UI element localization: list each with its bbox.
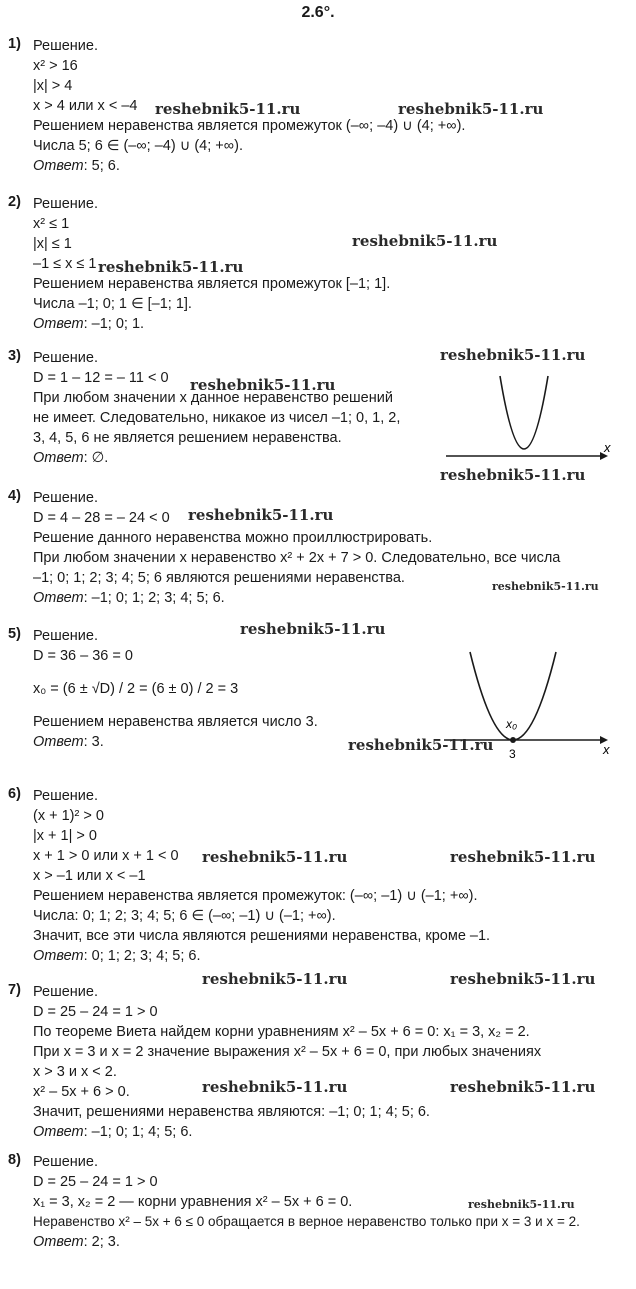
answer-label: Ответ xyxy=(33,590,84,606)
task-line: 3, 4, 5, 6 не является решением неравенства. xyxy=(33,430,342,446)
answer-value: : 0; 1; 2; 3; 4; 5; 6. xyxy=(83,948,201,964)
parabola-curve xyxy=(500,376,548,449)
task-line: x > 3 и x < 2. xyxy=(33,1064,117,1080)
task-number: 8) xyxy=(8,1152,21,1168)
answer-label: Ответ xyxy=(33,316,84,332)
watermark: reshebnik5-11.ru xyxy=(202,848,348,866)
watermark: reshebnik5-11.ru xyxy=(188,506,334,524)
task-line: Значит, все эти числа являются решениями неравенства, кроме –1. xyxy=(33,928,491,944)
watermark: reshebnik5-11.ru xyxy=(450,970,596,988)
task-heading: Решение. xyxy=(33,984,98,1000)
watermark: reshebnik5-11.ru xyxy=(450,1078,596,1096)
task-7 xyxy=(8,982,608,1142)
answer-value: : 5; 6. xyxy=(83,158,120,174)
task-heading: Решение. xyxy=(33,490,98,506)
answer-value: : –1; 0; 1. xyxy=(83,316,145,332)
task-line: При x = 3 и x = 2 значение выражения x² – 5x + 6 = 0, при любых значениях xyxy=(33,1044,542,1060)
watermark: reshebnik5-11.ru xyxy=(440,466,586,484)
task-line: Числа: 0; 1; 2; 3; 4; 5; 6 ∈ (–∞; –1) ∪ (–1; +∞). xyxy=(33,908,336,924)
task-line: |x| ≤ 1 xyxy=(33,236,72,252)
task-line: x > –1 или x < –1 xyxy=(33,868,146,884)
watermark: reshebnik5-11.ru xyxy=(450,848,596,866)
task-heading: Решение. xyxy=(33,788,98,804)
answer-label: Ответ xyxy=(33,450,84,466)
task-line: D = 25 – 24 = 1 > 0 xyxy=(33,1004,158,1020)
task-line: D = 4 – 28 = – 24 < 0 xyxy=(33,510,170,526)
watermark: reshebnik5-11.ru xyxy=(468,1198,575,1211)
watermark: reshebnik5-11.ru xyxy=(155,100,301,118)
watermark: reshebnik5-11.ru xyxy=(492,580,599,593)
task-answer xyxy=(33,1122,608,1142)
task-line: При любом значении x данное неравенство решений xyxy=(33,390,393,406)
answer-value: : 3. xyxy=(83,734,104,750)
task-line: Решением неравенства является промежуток [–1; 1]. xyxy=(33,276,391,292)
task-line: –1 ≤ x ≤ 1 xyxy=(33,256,97,272)
answer-label: Ответ xyxy=(33,1234,84,1250)
answer-label: Ответ xyxy=(33,1124,84,1140)
task-heading: Решение. xyxy=(33,1154,98,1170)
watermark: reshebnik5-11.ru xyxy=(398,100,544,118)
task-line: |x + 1| > 0 xyxy=(33,828,97,844)
task-line: x² > 16 xyxy=(33,58,78,74)
task-line: x² ≤ 1 xyxy=(33,216,70,232)
task-number: 6) xyxy=(8,786,21,802)
answer-label: Ответ xyxy=(33,734,84,750)
task-line: При любом значении x неравенство x² + 2x + 7 > 0. Следовательно, все числа xyxy=(33,550,561,566)
x-axis-label: x xyxy=(603,742,610,757)
task-line: Числа –1; 0; 1 ∈ [–1; 1]. xyxy=(33,296,192,312)
task-heading: Решение. xyxy=(33,196,98,212)
x-axis-label: x xyxy=(604,440,611,455)
task-line: Числа 5; 6 ∈ (–∞; –4) ∪ (4; +∞). xyxy=(33,138,243,154)
task-line: (x + 1)² > 0 xyxy=(33,808,104,824)
task-number: 7) xyxy=(8,982,21,998)
page-title: 2.6°. xyxy=(301,4,335,21)
answer-value: : –1; 0; 1; 4; 5; 6. xyxy=(83,1124,193,1140)
vertex-point xyxy=(510,737,516,743)
task-answer xyxy=(33,946,608,966)
task-number: 5) xyxy=(8,626,21,642)
task-line: x + 1 > 0 или x + 1 < 0 xyxy=(33,848,179,864)
task-line: |x| > 4 xyxy=(33,78,73,94)
task-answer xyxy=(33,314,608,334)
watermark: reshebnik5-11.ru xyxy=(190,376,336,394)
task-line: не имеет. Следовательно, никакое из чисел –1; 0, 1, 2, xyxy=(33,410,401,426)
task-answer xyxy=(33,156,608,176)
answer-label: Ответ xyxy=(33,158,84,174)
task-answer xyxy=(33,1232,608,1252)
watermark: reshebnik5-11.ru xyxy=(202,1078,348,1096)
task-number: 3) xyxy=(8,348,21,364)
task-number: 1) xyxy=(8,36,21,52)
task-line: По теореме Виета найдем корни уравнениям x² – 5x + 6 = 0: x₁ = 3, x₂ = 2. xyxy=(33,1024,530,1040)
task-heading: Решение. xyxy=(33,350,98,366)
task-number: 4) xyxy=(8,488,21,504)
task-line: Решение данного неравенства можно проиллюстрировать. xyxy=(33,530,433,546)
task-heading: Решение. xyxy=(33,38,98,54)
task-line: D = 36 – 36 = 0 xyxy=(33,648,133,664)
answer-value: : 2; 3. xyxy=(83,1234,120,1250)
watermark: reshebnik5-11.ru xyxy=(352,232,498,250)
parabola-graph-task-3 xyxy=(440,372,620,468)
task-6 xyxy=(8,786,608,966)
task-number: 2) xyxy=(8,194,21,210)
formula-line: x₀ = (6 ± √D) / 2 = (6 ± 0) / 2 = 3 xyxy=(33,681,239,697)
vertex-label: x₀ xyxy=(506,717,518,731)
task-line: x > 4 или x < –4 xyxy=(33,98,138,114)
task-line: D = 1 – 12 = – 11 < 0 xyxy=(33,370,169,386)
task-heading: Решение. xyxy=(33,628,98,644)
answer-value: : –1; 0; 1; 2; 3; 4; 5; 6. xyxy=(83,590,225,606)
task-line: x₁ = 3, x₂ = 2 — корни уравнения x² – 5x + 6 = 0. xyxy=(33,1194,353,1210)
watermark: reshebnik5-11.ru xyxy=(348,736,494,754)
tick-label: 3 xyxy=(509,747,516,761)
task-line: D = 25 – 24 = 1 > 0 xyxy=(33,1174,158,1190)
answer-value: : ∅. xyxy=(83,450,109,466)
task-line: –1; 0; 1; 2; 3; 4; 5; 6 являются решениями неравенства. xyxy=(33,570,405,586)
watermark: reshebnik5-11.ru xyxy=(202,970,348,988)
watermark: reshebnik5-11.ru xyxy=(98,258,244,276)
task-line: Решением неравенства является число 3. xyxy=(33,714,318,730)
watermark: reshebnik5-11.ru xyxy=(440,346,586,364)
task-line: Неравенство x² – 5x + 6 ≤ 0 обращается в верное неравенство только при x = 3 и x = 2. xyxy=(33,1214,580,1229)
task-line: x² – 5x + 6 > 0. xyxy=(33,1084,130,1100)
task-line: Значит, решениями неравенства являются: –1; 0; 1; 4; 5; 6. xyxy=(33,1104,430,1120)
task-line: Решением неравенства является промежуток (–∞; –4) ∪ (4; +∞). xyxy=(33,118,466,134)
answer-label: Ответ xyxy=(33,948,84,964)
task-line: Решением неравенства является промежуток: (–∞; –1) ∪ (–1; +∞). xyxy=(33,888,478,904)
watermark: reshebnik5-11.ru xyxy=(240,620,386,638)
